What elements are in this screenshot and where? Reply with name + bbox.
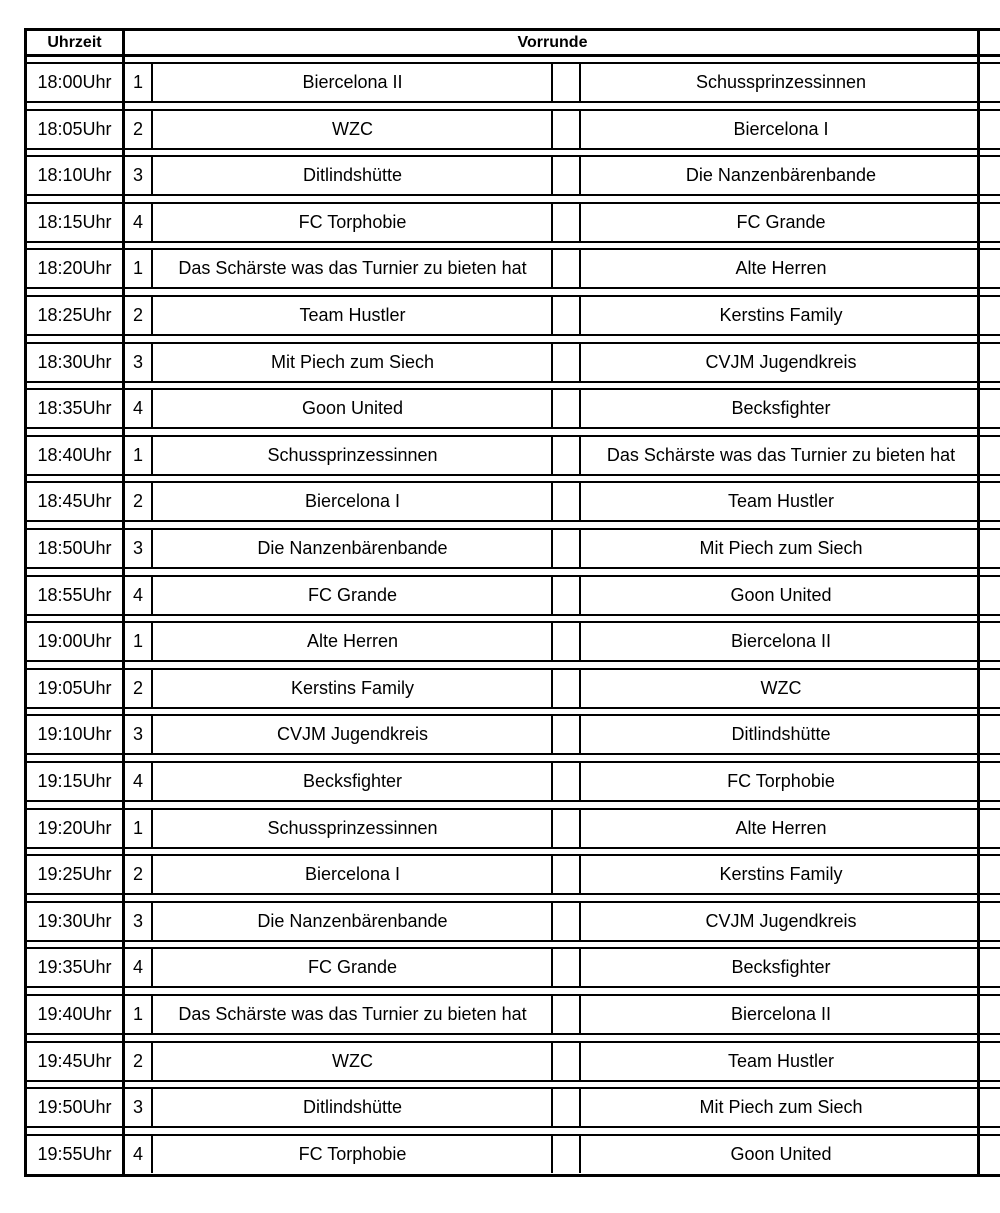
table-row [27, 709, 1000, 756]
row-spacer [27, 337, 1000, 344]
home-team: FC Grande [307, 584, 398, 605]
table-row [27, 849, 1000, 896]
table-row [27, 756, 1000, 803]
match-field: 1 [132, 817, 143, 838]
away-team: Biercelona II [730, 631, 832, 652]
away-team: FC Torphobie [727, 771, 835, 791]
cell-divider [151, 111, 153, 148]
match-field: 3 [132, 1097, 143, 1118]
row-band [27, 157, 1000, 196]
row-spacer [27, 197, 1000, 204]
match-field: 4 [132, 957, 143, 978]
table-row [27, 197, 1000, 244]
cell-divider [579, 670, 581, 707]
score-cell [554, 670, 579, 707]
match-field: 4 [132, 211, 143, 232]
cell-divider [579, 1089, 581, 1126]
match-field: 1 [132, 444, 143, 465]
row-spacer [27, 476, 1000, 483]
table-row [27, 896, 1000, 943]
cell-divider [151, 204, 153, 241]
cell-divider [151, 996, 153, 1033]
away-team: Alte Herren [735, 258, 827, 279]
match-time: 18:30Uhr [37, 351, 112, 372]
match-time: 18:15Uhr [37, 211, 112, 232]
match-time: 19:20Uhr [37, 817, 112, 838]
row-spacer [27, 243, 1000, 250]
cell-divider [551, 1136, 553, 1173]
score-cell [554, 716, 579, 753]
cell-divider [579, 157, 581, 194]
cell-divider [151, 949, 153, 986]
match-field: 2 [132, 864, 143, 885]
column-divider [122, 31, 125, 1174]
row-band [27, 204, 1000, 243]
row-spacer [27, 1129, 1000, 1136]
match-field: 2 [132, 305, 143, 325]
cell-divider [579, 437, 581, 474]
away-team: Das Schärste was das Turnier zu bieten hat [606, 444, 956, 465]
match-time: 18:55Uhr [37, 584, 112, 605]
home-team: Das Schärste was das Turnier zu bieten hat [178, 1004, 527, 1024]
away-team: Becksfighter [731, 398, 831, 419]
cell-divider [579, 856, 581, 893]
cell-divider [151, 810, 153, 847]
match-field: 4 [132, 584, 143, 605]
row-spacer [27, 663, 1000, 670]
match-field: 4 [132, 1143, 143, 1164]
cell-divider [151, 483, 153, 520]
table-row [27, 1129, 1000, 1176]
cell-divider [551, 716, 553, 753]
cell-divider [151, 437, 153, 474]
cell-divider [551, 204, 553, 241]
cell-divider [551, 157, 553, 194]
cell-divider [151, 1089, 153, 1126]
away-team: Team Hustler [727, 1050, 835, 1071]
cell-divider [151, 577, 153, 614]
row-spacer [27, 849, 1000, 856]
cell-divider [151, 157, 153, 194]
row-spacer [27, 1036, 1000, 1043]
cell-divider [551, 483, 553, 520]
score-cell [554, 250, 579, 287]
match-field: 3 [132, 538, 143, 558]
home-team: Das Schärste was das Turnier zu bieten hat [178, 258, 527, 279]
away-team: Kerstins Family [719, 305, 843, 325]
table-row [27, 476, 1000, 523]
cell-divider [579, 810, 581, 847]
row-spacer [27, 290, 1000, 297]
cell-divider [579, 297, 581, 334]
score-cell [554, 390, 579, 427]
column-divider [977, 31, 980, 1174]
match-field: 4 [132, 398, 143, 419]
match-time: 18:10Uhr [37, 165, 112, 186]
row-spacer [27, 616, 1000, 623]
cell-divider [151, 390, 153, 427]
table-row [27, 942, 1000, 989]
match-field: 1 [132, 1004, 143, 1024]
row-band [27, 390, 1000, 429]
row-band [27, 670, 1000, 709]
home-team: WZC [332, 118, 373, 139]
table-row [27, 430, 1000, 477]
cell-divider [151, 623, 153, 660]
score-cell [554, 483, 579, 520]
score-cell [554, 949, 579, 986]
table-row [27, 57, 1000, 104]
row-band [27, 949, 1000, 988]
cell-divider [551, 949, 553, 986]
cell-divider [551, 250, 553, 287]
match-time: 19:25Uhr [37, 864, 112, 885]
away-team: FC Grande [736, 211, 826, 232]
cell-divider [579, 344, 581, 381]
cell-divider [579, 250, 581, 287]
home-team: WZC [332, 1050, 373, 1071]
row-spacer [27, 57, 1000, 64]
away-team: CVJM Jugendkreis [705, 351, 857, 372]
score-cell [554, 204, 579, 241]
cell-divider [151, 856, 153, 893]
home-team: Biercelona I [304, 491, 401, 512]
match-time: 18:40Uhr [37, 444, 112, 465]
match-time: 18:05Uhr [37, 118, 112, 139]
match-time: 19:40Uhr [37, 1004, 112, 1024]
table-row [27, 150, 1000, 197]
cell-divider [151, 1043, 153, 1080]
home-team: Mit Piech zum Siech [270, 351, 435, 372]
cell-divider [151, 1136, 153, 1173]
match-time: 19:30Uhr [37, 910, 112, 931]
away-team: Biercelona I [733, 118, 829, 139]
table-row [27, 989, 1000, 1036]
row-spacer [27, 756, 1000, 763]
match-field: 2 [132, 1050, 143, 1071]
match-time: 18:25Uhr [37, 305, 112, 325]
row-band [27, 716, 1000, 755]
row-band [27, 903, 1000, 942]
match-time: 18:35Uhr [37, 398, 112, 419]
match-time: 18:00Uhr [37, 72, 112, 92]
match-time: 18:20Uhr [37, 258, 112, 279]
match-field: 1 [132, 631, 143, 652]
away-team: Becksfighter [731, 957, 831, 978]
score-cell [554, 1136, 579, 1173]
cell-divider [551, 903, 553, 940]
table-row [27, 570, 1000, 617]
table-row [27, 523, 1000, 570]
match-field: 1 [132, 72, 143, 92]
cell-divider [151, 250, 153, 287]
row-band [27, 996, 1000, 1035]
score-cell [554, 810, 579, 847]
cell-divider [579, 903, 581, 940]
cell-divider [551, 996, 553, 1033]
home-team: Becksfighter [302, 771, 403, 791]
home-team: Team Hustler [299, 305, 406, 325]
away-team: Ditlindshütte [731, 724, 831, 745]
cell-divider [579, 949, 581, 986]
cell-divider [551, 390, 553, 427]
row-band [27, 64, 1000, 103]
home-team: Schussprinzessinnen [267, 444, 438, 465]
table-row [27, 383, 1000, 430]
match-time: 19:00Uhr [37, 631, 112, 652]
cell-divider [151, 903, 153, 940]
score-cell [554, 530, 579, 567]
match-field: 3 [132, 910, 143, 931]
table-header [27, 31, 1000, 57]
cell-divider [579, 111, 581, 148]
cell-divider [579, 530, 581, 567]
row-band [27, 297, 1000, 336]
score-cell [554, 157, 579, 194]
home-team: Die Nanzenbärenbande [257, 910, 448, 931]
away-team: Alte Herren [735, 817, 827, 838]
row-band [27, 250, 1000, 289]
match-time: 19:35Uhr [37, 957, 112, 978]
cell-divider [579, 716, 581, 753]
schedule-table [24, 28, 1000, 1177]
cell-divider [579, 763, 581, 800]
home-team: FC Grande [307, 957, 398, 978]
score-cell [554, 1089, 579, 1126]
match-field: 1 [132, 258, 143, 279]
match-time: 19:45Uhr [37, 1050, 112, 1071]
cell-divider [551, 623, 553, 660]
row-band [27, 437, 1000, 476]
match-time: 19:55Uhr [37, 1143, 112, 1164]
cell-divider [579, 483, 581, 520]
away-team: Team Hustler [727, 491, 835, 512]
home-team: Alte Herren [306, 631, 399, 652]
row-spacer [27, 523, 1000, 530]
row-band [27, 1136, 1000, 1173]
home-team: Ditlindshütte [302, 1097, 403, 1118]
match-field: 3 [132, 351, 143, 372]
match-time: 19:05Uhr [37, 677, 112, 698]
row-band [27, 530, 1000, 569]
cell-divider [551, 530, 553, 567]
table-row [27, 803, 1000, 850]
away-team: Biercelona II [730, 1004, 832, 1024]
cell-divider [579, 64, 581, 101]
cell-divider [579, 1136, 581, 1173]
score-cell [554, 996, 579, 1033]
score-cell [554, 623, 579, 660]
row-band [27, 111, 1000, 150]
away-team: Mit Piech zum Siech [699, 538, 863, 558]
table-row [27, 663, 1000, 710]
away-team: Kerstins Family [719, 864, 843, 885]
away-team: Die Nanzenbärenbande [685, 165, 877, 186]
header-round: Vorrunde [517, 34, 588, 51]
row-band [27, 1043, 1000, 1082]
cell-divider [151, 763, 153, 800]
cell-divider [551, 670, 553, 707]
cell-divider [551, 810, 553, 847]
row-spacer [27, 803, 1000, 810]
score-cell [554, 903, 579, 940]
match-field: 2 [132, 118, 143, 139]
row-spacer [27, 896, 1000, 903]
score-cell [554, 856, 579, 893]
away-team: Mit Piech zum Siech [699, 1097, 863, 1118]
cell-divider [579, 577, 581, 614]
away-team: WZC [760, 677, 802, 698]
cell-divider [579, 996, 581, 1033]
cell-divider [551, 1089, 553, 1126]
row-spacer [27, 383, 1000, 390]
table-row [27, 1036, 1000, 1083]
home-team: Biercelona I [304, 864, 401, 885]
row-band [27, 344, 1000, 383]
cell-divider [551, 344, 553, 381]
row-spacer [27, 570, 1000, 577]
away-team: Schussprinzessinnen [695, 72, 867, 92]
cell-divider [151, 64, 153, 101]
row-band [27, 856, 1000, 895]
home-team: Goon United [301, 398, 404, 419]
score-cell [554, 763, 579, 800]
match-field: 2 [132, 677, 143, 698]
cell-divider [579, 390, 581, 427]
cell-divider [551, 437, 553, 474]
row-band [27, 810, 1000, 849]
home-team: Kerstins Family [290, 677, 415, 698]
row-spacer [27, 989, 1000, 996]
home-team: Ditlindshütte [302, 165, 403, 186]
score-cell [554, 577, 579, 614]
score-cell [554, 111, 579, 148]
cell-divider [579, 1043, 581, 1080]
cell-divider [551, 577, 553, 614]
cell-divider [551, 297, 553, 334]
row-band [27, 763, 1000, 802]
table-row [27, 290, 1000, 337]
cell-divider [151, 716, 153, 753]
row-band [27, 483, 1000, 522]
away-team: Goon United [730, 584, 832, 605]
match-time: 18:45Uhr [37, 491, 112, 512]
home-team: Biercelona II [302, 72, 403, 92]
home-team: FC Torphobie [298, 211, 407, 232]
table-row [27, 337, 1000, 384]
row-spacer [27, 104, 1000, 111]
score-cell [554, 64, 579, 101]
row-spacer [27, 942, 1000, 949]
cell-divider [551, 1043, 553, 1080]
cell-divider [579, 204, 581, 241]
home-team: CVJM Jugendkreis [276, 724, 429, 745]
home-team: FC Torphobie [298, 1143, 407, 1164]
cell-divider [551, 856, 553, 893]
table-row [27, 243, 1000, 290]
row-band [27, 1089, 1000, 1128]
away-team: CVJM Jugendkreis [705, 910, 857, 931]
cell-divider [551, 111, 553, 148]
cell-divider [551, 763, 553, 800]
match-field: 4 [132, 771, 143, 791]
match-field: 3 [132, 165, 143, 186]
match-time: 19:15Uhr [37, 771, 112, 791]
row-band [27, 577, 1000, 616]
cell-divider [151, 530, 153, 567]
home-team: Schussprinzessinnen [267, 817, 438, 838]
table-row [27, 1082, 1000, 1129]
match-field: 2 [132, 491, 143, 512]
home-team: Die Nanzenbärenbande [257, 538, 448, 558]
score-cell [554, 344, 579, 381]
match-time: 18:50Uhr [37, 538, 112, 558]
row-spacer [27, 1082, 1000, 1089]
row-spacer [27, 150, 1000, 157]
cell-divider [151, 297, 153, 334]
match-field: 3 [132, 724, 143, 745]
cell-divider [151, 344, 153, 381]
score-cell [554, 437, 579, 474]
score-cell [554, 1043, 579, 1080]
table-row [27, 616, 1000, 663]
header-time: Uhrzeit [47, 34, 102, 51]
cell-divider [579, 623, 581, 660]
row-band [27, 623, 1000, 662]
cell-divider [551, 64, 553, 101]
table-row [27, 104, 1000, 151]
match-time: 19:50Uhr [37, 1097, 112, 1118]
score-cell [554, 297, 579, 334]
match-time: 19:10Uhr [37, 724, 112, 745]
row-spacer [27, 430, 1000, 437]
away-team: Goon United [730, 1143, 832, 1164]
row-spacer [27, 709, 1000, 716]
cell-divider [151, 670, 153, 707]
